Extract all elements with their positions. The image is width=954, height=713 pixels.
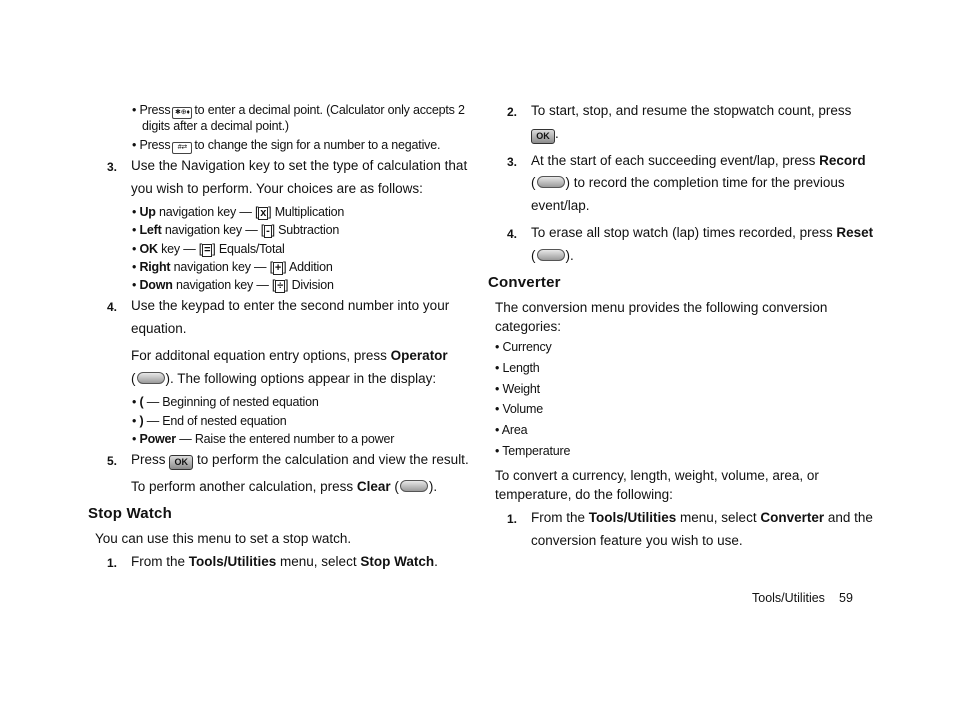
text: ) to record the completion time for the previous: [565, 175, 845, 190]
step-number: 3.: [507, 155, 518, 169]
text: Press: [131, 452, 166, 467]
clear-key-label: Clear: [356, 479, 391, 494]
bullet-decimal-line2: digits after a decimal point.): [142, 119, 289, 133]
step-number: 1.: [507, 512, 518, 526]
star-key-icon: ✱⊕♦: [172, 107, 192, 119]
key-name: Right: [139, 259, 171, 274]
nested-option-item: • Power — Raise the entered number to a power: [132, 432, 395, 446]
text: (: [531, 175, 536, 190]
text: Press: [139, 103, 171, 117]
text: to perform the calculation and view the result.: [197, 452, 469, 467]
key-name: Up: [139, 205, 156, 219]
text: ).: [428, 479, 438, 494]
text: (: [531, 248, 536, 263]
category-item: • Weight: [495, 381, 540, 396]
stop-watch-step3-line1: [531, 153, 866, 168]
option-name: ): [139, 413, 144, 428]
step4-line2: equation.: [131, 321, 187, 336]
step5-clear-line: [131, 479, 437, 494]
step-number: 3.: [107, 160, 118, 174]
step-number: 4.: [507, 227, 518, 241]
page-number: 59: [839, 591, 853, 605]
nested-option-item: • ( — Beginning of nested equation: [132, 395, 319, 409]
category-label: Volume: [502, 402, 543, 417]
step-number: 5.: [107, 454, 118, 468]
bullet-sign: • Press #⇄ to change the sign for a number to a negative.: [132, 138, 441, 152]
stop-watch-intro: You can use this menu to set a stop watch.: [95, 531, 352, 546]
key-name: Left: [139, 223, 162, 238]
category-item: • Area: [495, 423, 528, 438]
operator-symbol: +: [274, 261, 282, 274]
stop-watch-step2-line1: To start, stop, and resume the stopwatch count, press: [531, 103, 852, 118]
step-number: 4.: [107, 300, 118, 314]
category-label: Length: [502, 360, 540, 375]
text: — End of nested equation: [143, 413, 287, 428]
step3-line2: you wish to perform. Your choices are as follows:: [131, 181, 423, 196]
step-number: 1.: [107, 556, 118, 570]
category-label: Weight: [502, 381, 540, 396]
key-name: Down: [139, 278, 173, 293]
converter-para-line2: temperature, do the following:: [495, 487, 673, 502]
text: menu, select: [676, 510, 761, 525]
text: ).: [565, 248, 574, 263]
text: ] Subtraction: [271, 223, 340, 238]
operation-item: • Right navigation key — [ + ] Addition: [132, 259, 333, 274]
converter-para-line1: To convert a currency, length, weight, volume, area, or: [495, 468, 819, 483]
operation-item: • Up navigation key — [ x ] Multiplication: [132, 205, 345, 219]
step5-line: [131, 452, 469, 470]
category-item: • Length: [495, 360, 540, 375]
stop-watch-step2-line2: [531, 126, 559, 144]
hash-key-icon: #⇄: [172, 142, 192, 154]
text: and the: [824, 510, 873, 525]
text: To erase all stop watch (lap) times recorded, press: [531, 225, 837, 240]
footer-section: Tools/Utilities: [752, 591, 825, 605]
text: key — [: [157, 241, 203, 256]
category-item: • Currency: [495, 340, 552, 354]
option-name: (: [139, 395, 144, 409]
soft-key-icon: [137, 372, 165, 384]
step4-options-line1: [131, 348, 448, 363]
category-item: • Temperature: [495, 444, 571, 458]
text: To perform another calculation, press: [131, 479, 357, 494]
category-item: • Volume: [495, 402, 543, 417]
menu-name: Tools/Utilities: [188, 554, 277, 569]
text: navigation key — [: [170, 259, 273, 274]
text: ] Addition: [283, 259, 333, 274]
operator-key-label: Operator: [390, 348, 448, 363]
text: (: [390, 479, 399, 494]
stop-watch-step3-line2: [531, 175, 845, 190]
text: menu, select: [276, 554, 361, 569]
soft-key-icon: [400, 480, 428, 492]
converter-step1-line1: [531, 510, 873, 525]
text: ). The following options appear in the display:: [165, 371, 437, 386]
text: At the start of each succeeding event/lap, press: [531, 153, 820, 168]
stop-watch-step4-line2: [531, 248, 574, 263]
text: navigation key — [: [161, 223, 265, 238]
text: (: [131, 371, 136, 386]
stop-watch-heading: Stop Watch: [88, 505, 172, 522]
operation-item: • Down navigation key — [ ÷ ] Division: [132, 278, 334, 293]
text: Press: [139, 138, 171, 152]
text: navigation key — [: [155, 205, 259, 219]
operator-symbol: =: [204, 243, 211, 256]
reset-key-label: Reset: [836, 225, 874, 240]
key-name: OK: [139, 241, 158, 256]
operator-symbol: ÷: [277, 280, 284, 293]
converter-step1-line2: conversion feature you wish to use.: [531, 533, 743, 548]
text: to enter a decimal point. (Calculator only accepts 2: [194, 103, 465, 117]
operator-symbol: x: [260, 207, 267, 219]
converter-intro-line2: categories:: [495, 319, 562, 334]
text: For additonal equation entry options, press: [131, 348, 391, 363]
category-label: Currency: [502, 340, 552, 354]
menu-name: Tools/Utilities: [588, 510, 677, 525]
ok-key-icon: OK: [169, 455, 193, 470]
text: — Raise the entered number to a power: [175, 432, 395, 446]
step3-line1: Use the Navigation key to set the type of calculation that: [131, 158, 468, 173]
text: — Beginning of nested equation: [143, 395, 319, 409]
text: .: [434, 554, 438, 569]
operator-symbol: -: [266, 225, 270, 238]
text: ] Multiplication: [268, 205, 345, 219]
step4-options-line2: [131, 371, 436, 386]
soft-key-icon: [537, 249, 565, 261]
menu-item: Converter: [760, 510, 825, 525]
soft-key-icon: [537, 176, 565, 188]
ok-key-icon: OK: [531, 129, 555, 144]
step4-line1: Use the keypad to enter the second number into your: [131, 298, 450, 313]
menu-item: Stop Watch: [360, 554, 435, 569]
record-key-label: Record: [819, 153, 866, 168]
option-name: Power: [139, 432, 176, 446]
stop-watch-step3-line3: event/lap.: [531, 198, 590, 213]
text: .: [555, 126, 559, 141]
converter-intro-line1: The conversion menu provides the following conversion: [495, 300, 828, 315]
text: ] Division: [285, 278, 334, 293]
bullet-decimal-line1: • Press ✱⊕♦ to enter a decimal point. (Calculator only accepts 2: [132, 103, 465, 117]
text: to change the sign for a number to a negative.: [194, 138, 441, 152]
operation-item: • OK key — [ = ] Equals/Total: [132, 241, 285, 256]
stop-watch-step1: [131, 554, 438, 569]
text: ] Equals/Total: [212, 241, 285, 256]
text: From the: [531, 510, 589, 525]
category-label: Area: [501, 423, 528, 438]
stop-watch-step4-line1: [531, 225, 873, 240]
operation-item: • Left navigation key — [ - ] Subtraction: [132, 223, 340, 238]
text: navigation key — [: [172, 278, 276, 293]
category-label: Temperature: [502, 444, 571, 458]
text: From the: [131, 554, 189, 569]
converter-heading: Converter: [488, 274, 561, 291]
step-number: 2.: [507, 105, 518, 119]
nested-option-item: • ) — End of nested equation: [132, 413, 287, 428]
